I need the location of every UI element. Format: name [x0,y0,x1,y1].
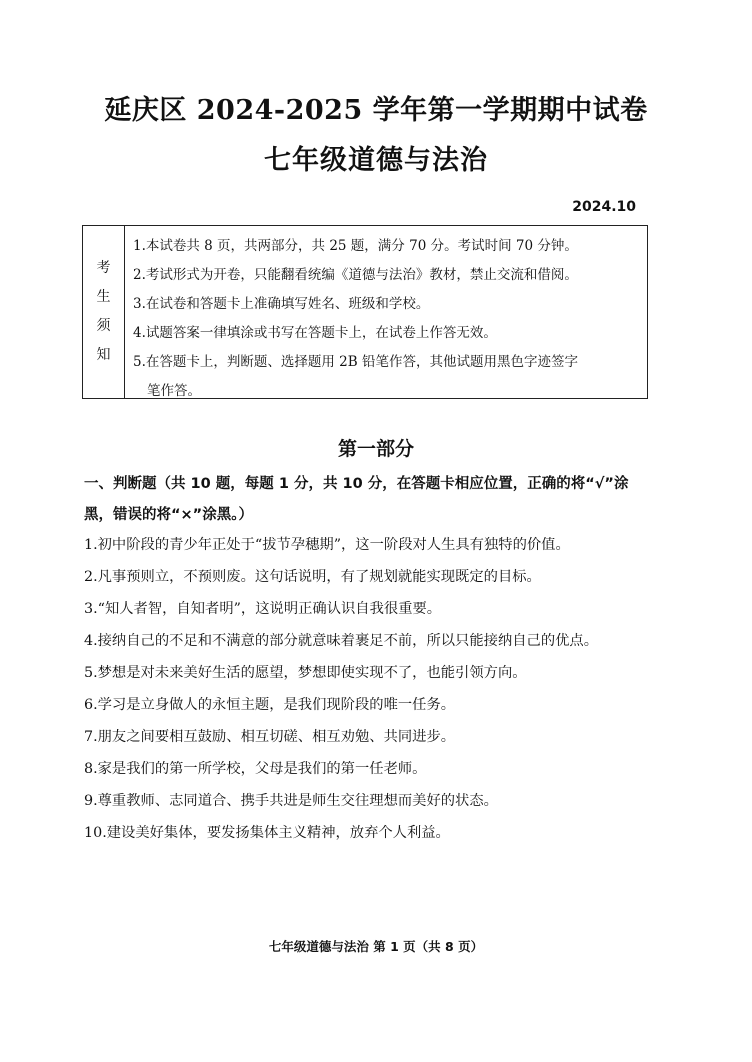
exam-subtitle: 七年级道德与法治 [264,145,488,176]
notice-item: 2.考试形式为开卷，只能翻看统编《道德与法治》教材，禁止交流和借阅。 [133,267,578,283]
page-footer: 七年级道德与法治 第 1 页（共 8 页） [268,939,484,954]
question-item: 10.建设美好集体，要发扬集体主义精神，放弃个人利益。 [84,825,450,841]
question-item: 3.“知人者智，自知者明”，这说明正确认识自我很重要。 [84,601,442,617]
notice-label-char: 生 [96,289,111,305]
heading-line-2: 黑，错误的将“×”涂黑。） [84,507,253,523]
notice-item: 5.在答题卡上，判断题、选择题用 2B 铅笔作答，其他试题用黑色字迹签字 [133,354,578,370]
question-item: 4.接纳自己的不足和不满意的部分就意味着裹足不前，所以只能接纳自己的优点。 [84,633,599,649]
notice-label-char: 考 [96,260,111,276]
section-title: 第一部分 [337,438,414,460]
exam-date: 2024.10 [572,199,636,215]
question-item: 6.学习是立身做人的永恒主题，是我们现阶段的唯一任务。 [84,697,456,713]
question-item: 1.初中阶段的青少年正处于“拔节孕穗期”，这一阶段对人生具有独特的价值。 [84,537,570,553]
question-list [84,529,664,849]
question-item: 5.梦想是对未来美好生活的愿望，梦想即使实现不了，也能引领方向。 [84,665,527,681]
notice-item: 3.在试卷和答题卡上准确填写姓名、班级和学校。 [133,296,430,312]
notice-item: 4.试题答案一律填涂或书写在答题卡上，在试卷上作答无效。 [133,325,497,341]
notice-label-char: 须 [96,318,111,334]
exam-title: 延庆区 2024-2025 学年第一学期期中试卷 [104,95,648,126]
question-item: 7.朋友之间要相互鼓励、相互切磋、相互劝勉、共同进步。 [84,729,456,745]
notice-item-continuation-text: 笔作答。 [147,383,201,399]
heading-line-1: 一、判断题（共 10 题，每题 1 分，共 10 分，在答题卡相应位置，正确的将“√”涂 [84,476,629,492]
question-item: 9.尊重教师、志同道合、携手共进是师生交往理想而美好的状态。 [84,793,498,809]
question-item: 8.家是我们的第一所学校，父母是我们的第一任老师。 [84,761,427,777]
notice-item-continuation [133,377,647,406]
notice-item: 1.本试卷共 8 页，共两部分，共 25 题，满分 70 分。考试时间 70 分钟。 [133,238,578,254]
notice-label [83,226,125,398]
true-false-heading [84,469,654,531]
question-item: 2.凡事预则立，不预则废。这句话说明，有了规划就能实现既定的目标。 [84,569,541,585]
notice-label-char: 知 [96,347,111,363]
candidate-notice-box [82,225,648,399]
notice-items [125,226,647,398]
